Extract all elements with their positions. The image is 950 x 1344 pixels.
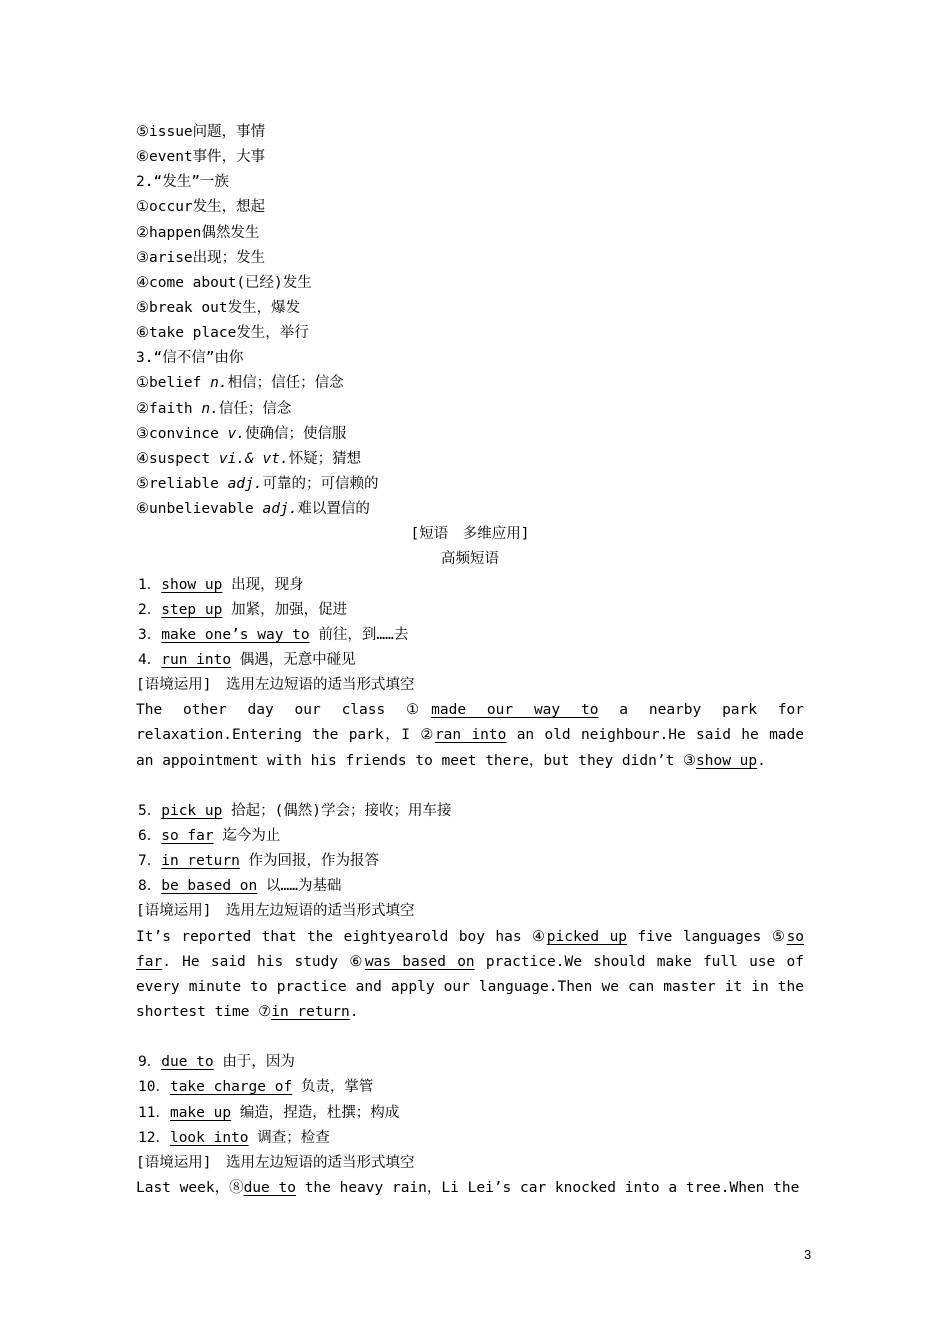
part-of-speech: vi.& vt. [218, 450, 289, 467]
vocab-item [136, 195, 804, 220]
item-number: ② [136, 400, 149, 417]
context-label: [语境运用] 选用左边短语的适当形式填空 [136, 903, 415, 920]
item-number: ⑥ [136, 149, 149, 166]
phrase-item [136, 573, 804, 598]
blank-number: ⑦ [258, 1004, 272, 1021]
phrase-item [136, 1126, 804, 1151]
group-3-title: 3.“信不信”由你 [136, 350, 244, 367]
item-number: ⑤ [136, 475, 149, 492]
phrase-number: 3． [138, 626, 162, 643]
phrase-item [136, 849, 804, 874]
vocab-word: take place [149, 325, 237, 342]
phrase-number: 8． [138, 878, 162, 895]
vocab-meaning: 偶然发生 [201, 224, 260, 241]
word-list-2 [136, 195, 804, 346]
phrase-number: 7． [138, 853, 162, 870]
paragraph-text: It’s reported that the eightyearold boy has [136, 928, 533, 945]
vocab-item [136, 145, 804, 170]
phrase-meaning: 拾起；(偶然)学会；接收；用车接 [231, 802, 452, 819]
vocab-meaning: 发生，爆发 [227, 299, 301, 316]
phrase-meaning: 编造，捏造，杜撰；构成 [239, 1104, 400, 1121]
blank-number: ④ [532, 928, 547, 945]
vocab-item [136, 397, 804, 422]
item-number: ④ [136, 274, 149, 291]
item-number: ⑤ [136, 124, 149, 140]
spacer [136, 1025, 804, 1050]
paragraph-text: The other day our class [136, 702, 407, 719]
phrase-item [136, 598, 804, 623]
paragraph-text: . [757, 752, 766, 769]
vocab-item [136, 447, 804, 472]
phrase-item [136, 623, 804, 648]
vocab-word: reliable [149, 475, 219, 492]
vocab-meaning: 怀疑；猜想 [288, 450, 362, 467]
vocab-item [136, 246, 804, 271]
vocab-meaning: 问题，事情 [192, 124, 266, 140]
blank-number: ③ [683, 752, 697, 769]
phrase-number: 4． [138, 651, 162, 668]
phrase-list-3 [136, 1050, 804, 1151]
vocab-meaning: 出现；发生 [192, 249, 266, 266]
phrase-number: 10． [138, 1079, 170, 1096]
vocab-item [136, 120, 804, 145]
paragraph-text: five languages [627, 928, 772, 945]
phrase-item [136, 1050, 804, 1075]
answer-blank: show up [696, 752, 758, 769]
paragraph-text: a nearby park for relaxation.Entering the park，I [136, 702, 805, 744]
phrase-number: 6． [138, 827, 162, 844]
exercise-paragraph-1 [136, 698, 804, 773]
phrase-text: in return [161, 853, 240, 870]
answer-blank: ran into [434, 727, 507, 744]
section-title: [短语 多维应用] [410, 526, 530, 543]
blank-number: ⑥ [349, 953, 365, 970]
vocab-word: convince [149, 425, 219, 442]
section-subtitle: 高频短语 [441, 551, 499, 568]
answer-blank: due to [243, 1180, 296, 1197]
phrase-text: step up [161, 601, 223, 618]
vocab-meaning: 难以置信的 [297, 501, 370, 518]
vocab-meaning: 事件，大事 [192, 149, 266, 166]
paragraph-text: practice.We should make full use of every minute to practice and apply our language.Then we can master it in the shortest time [136, 953, 804, 1021]
vocab-word: suspect [149, 450, 211, 467]
phrase-text: run into [161, 651, 232, 668]
phrase-text: pick up [161, 802, 223, 819]
vocab-item [136, 472, 804, 497]
vocab-meaning: 使确信；使信服 [245, 425, 347, 442]
phrase-text: make up [169, 1104, 232, 1121]
phrase-number: 11． [138, 1104, 170, 1121]
phrase-meaning: 偶遇，无意中碰见 [239, 651, 356, 668]
paragraph-text: . He said his study [162, 953, 350, 970]
paragraph-text: Last week， [136, 1180, 230, 1197]
item-number: ⑤ [136, 299, 149, 316]
phrase-item [136, 874, 804, 899]
answer-blank: so far [136, 928, 805, 970]
phrase-text: make one’s way to [161, 626, 310, 643]
phrase-meaning: 调查；检查 [257, 1129, 330, 1146]
vocab-word: arise [149, 249, 193, 266]
vocab-word: event [149, 149, 193, 166]
answer-blank: in return [271, 1004, 350, 1021]
phrase-meaning: 负责，掌管 [300, 1079, 374, 1096]
group-2-title: 2.“发生”一族 [136, 174, 229, 191]
word-list-3 [136, 371, 804, 522]
vocab-item [136, 321, 804, 346]
phrase-list-2 [136, 799, 804, 900]
vocab-item [136, 422, 804, 447]
vocab-item [136, 271, 804, 296]
part-of-speech: n. [201, 400, 219, 417]
blank-number: ① [406, 702, 432, 719]
exercise-paragraph-2 [136, 925, 804, 1026]
phrase-meaning: 出现，现身 [231, 576, 304, 593]
phrase-number: 5． [138, 802, 162, 819]
vocab-word: break out [149, 299, 228, 316]
paragraph-text: an old neighbour.He said he made an appointment with his friends to meet there，but they didn’t [136, 727, 804, 769]
phrase-item [136, 1101, 804, 1126]
item-number: ③ [136, 249, 149, 266]
part-of-speech: n. [210, 375, 228, 392]
vocab-item [136, 296, 804, 321]
vocab-word: occur [149, 199, 193, 216]
vocab-word: happen [149, 224, 202, 241]
phrase-list-1 [136, 573, 804, 674]
phrase-text: due to [161, 1054, 214, 1071]
blank-number: ⑧ [229, 1180, 244, 1197]
vocab-meaning: (已经)发生 [236, 274, 312, 291]
vocab-meaning: 相信；信任；信念 [227, 375, 344, 392]
item-number: ② [136, 224, 149, 241]
item-number: ① [136, 375, 149, 392]
vocab-item [136, 221, 804, 246]
vocab-meaning: 可靠的；可信赖的 [262, 475, 379, 492]
vocab-word: faith [149, 400, 202, 417]
page-number: 3 [804, 1247, 812, 1262]
blank-number: ② [420, 727, 435, 744]
paragraph-text: . [349, 1004, 359, 1021]
phrase-number: 9． [138, 1054, 162, 1071]
vocab-word: come about [149, 274, 237, 291]
item-number: ① [136, 199, 149, 216]
item-number: ⑥ [136, 501, 149, 518]
phrase-meaning: 由于，因为 [222, 1054, 295, 1071]
part-of-speech: adj. [227, 475, 263, 492]
paragraph-text: the heavy rain，Li Lei’s car knocked into a tree.When the [295, 1180, 800, 1197]
page-content [136, 120, 804, 1201]
phrase-text: look into [169, 1129, 249, 1146]
word-list-1 [136, 120, 804, 170]
phrase-text: take charge of [169, 1079, 293, 1096]
answer-blank: made our way to [431, 702, 599, 719]
vocab-word: belief [149, 375, 211, 392]
exercise-paragraph-3 [136, 1176, 804, 1201]
part-of-speech: adj. [262, 501, 298, 518]
phrase-number: 2． [138, 601, 162, 618]
phrase-meaning: 前往，到……去 [318, 626, 409, 643]
phrase-item [136, 648, 804, 673]
phrase-meaning: 作为回报，作为报答 [248, 853, 380, 870]
phrase-item [136, 1075, 804, 1100]
vocab-item [136, 371, 804, 396]
part-of-speech: v. [227, 425, 246, 442]
item-number: ③ [136, 425, 149, 442]
spacer [136, 774, 804, 799]
answer-blank: was based on [364, 953, 475, 970]
phrase-item [136, 799, 804, 824]
item-number: ⑥ [136, 325, 149, 342]
phrase-text: show up [161, 576, 223, 593]
item-number: ④ [136, 450, 149, 467]
phrase-text: so far [161, 827, 214, 844]
phrase-number: 12． [138, 1129, 170, 1146]
vocab-item [136, 497, 804, 522]
vocab-word: issue [149, 124, 193, 140]
phrase-number: 1． [138, 576, 162, 593]
vocab-word: unbelievable [149, 501, 254, 518]
phrase-meaning: 加紧，加强，促进 [231, 601, 348, 618]
context-label: [语境运用] 选用左边短语的适当形式填空 [136, 677, 415, 694]
vocab-meaning: 发生，想起 [192, 199, 266, 216]
phrase-item [136, 824, 804, 849]
context-label: [语境运用] 选用左边短语的适当形式填空 [136, 1154, 415, 1171]
phrase-meaning: 迄今为止 [222, 827, 281, 844]
answer-blank: picked up [546, 928, 628, 945]
vocab-meaning: 发生，举行 [236, 325, 309, 342]
vocab-meaning: 信任；信念 [218, 400, 292, 417]
blank-number: ⑤ [771, 928, 787, 945]
phrase-meaning: 以……为基础 [266, 878, 342, 895]
phrase-text: be based on [161, 878, 258, 895]
